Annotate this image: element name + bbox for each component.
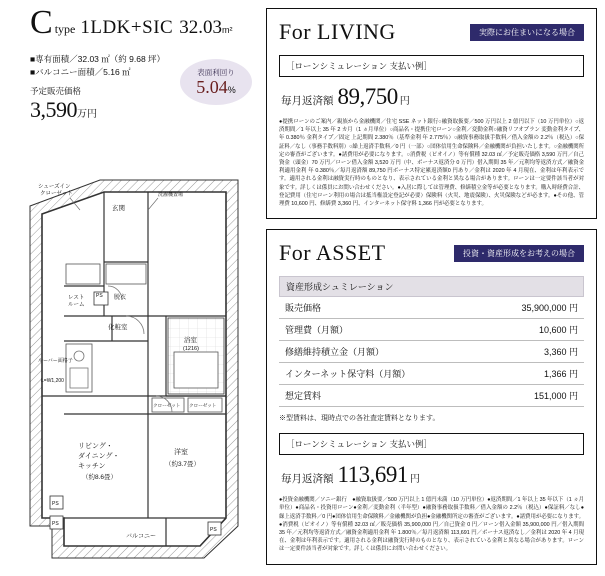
plan-area-unit: m²: [221, 25, 233, 35]
svg-text:ダイニング・: ダイニング・: [78, 453, 120, 460]
svg-text:クローゼット: クローゼット: [189, 403, 217, 408]
asset-row-value: 151,000 円: [482, 385, 584, 407]
asset-monthly-amount: 113,691: [337, 462, 408, 488]
spec-item-balcony: ■バルコニー面積／5.16 ㎡: [30, 67, 131, 78]
svg-text:ルーム: ルーム: [68, 302, 85, 308]
yield-label: 表面利回り: [197, 67, 235, 77]
living-monthly-amount: 89,750: [337, 84, 398, 109]
table-row: [279, 341, 584, 363]
svg-text:(1216): (1216): [183, 346, 199, 352]
table-row: [279, 363, 584, 385]
asset-sim-label: ［ローンシミュレーション 支払い例］: [279, 433, 584, 455]
floor-plan-drawing: [8, 166, 260, 570]
svg-text:洗濯機置場: 洗濯機置場: [158, 192, 184, 198]
price-unit: 万円: [77, 109, 97, 121]
right-column: [266, 8, 597, 565]
svg-text:浴室: 浴室: [184, 337, 197, 344]
for-asset-card: [266, 229, 597, 564]
yield-percent: %: [227, 84, 236, 95]
table-row: [279, 297, 584, 319]
svg-text:化粧室: 化粧室: [108, 324, 128, 331]
for-asset-title: For ASSET: [279, 240, 386, 266]
asset-row-label: 修繕維持積立金（月額）: [279, 341, 482, 363]
for-asset-tag: 投資・資産形成をお考えの場合: [454, 245, 584, 262]
svg-text:ルーバー面格子: ルーバー面格子: [38, 358, 73, 364]
asset-table-title: 資産形成シュミレーション: [279, 276, 584, 297]
asset-row-value: 10,600 円: [482, 319, 584, 341]
svg-text:PS: PS: [52, 521, 59, 527]
svg-text:（約3.7畳）: （約3.7畳）: [165, 461, 201, 468]
asset-row-label: 想定賃料: [279, 385, 482, 407]
asset-row-label: 管理費（月額）: [279, 319, 482, 341]
plan-title: [8, 6, 260, 40]
svg-text:L=W1,200: L=W1,200: [41, 378, 64, 384]
asset-row-label: インターネット保守料（月額）: [279, 363, 482, 385]
left-column: [8, 6, 260, 570]
asset-fineprint: ●投資金融機関／ソニー銀行 ●融資取扱要／500 万円以上 1 億円未満（10 万円単位）●返済期間／1 年以上 35 年以下（1 ヵ月単位）●商品名・投資用ローン●金利／変動金利（半年型）●融資事務取扱手数料／借入金額の 2.2％（税込）●保証料／なし●繰上返済手数料／0 円●団体信用生命保険料／金融機関が負担●金融機関所定の審査がございます。●諸費用が必要になります。●消費税（ピオイノ）等有償種 32.03 ㎡／販売価格 35,900,000 円／自己資金 0 円／ローン借入金額 35,900,000 円／借入期間 35 年／元利均等返済方式／融資金利適用金利 年 1.800％／毎月返済額 113,691 円／ボーナス返済なし／金利は 2020 年 4 月現在、金利は年利表示です。適用される金利は融資実行時のものとなり、表示されている金利と異なる場合があります。ローンは一定要件該当者が対象です。詳しくは係員にお問い合わせください。: [279, 497, 584, 553]
for-living-header: [279, 19, 584, 45]
table-row: [279, 319, 584, 341]
spec-item-area: ■専有面積／32.03 ㎡（約 9.68 坪）: [30, 54, 166, 64]
table-row: [279, 385, 584, 407]
svg-text:玄関: 玄関: [112, 205, 125, 212]
living-sim-label: ［ローンシミュレーション 支払い例］: [279, 55, 584, 77]
svg-text:PS: PS: [52, 501, 59, 507]
asset-table: [279, 297, 584, 407]
svg-text:脱衣: 脱衣: [114, 295, 127, 301]
plan-name: 1LDK+SIC: [80, 17, 174, 38]
living-fineprint: ●提携ローンのご案内／親族から金融機関／住宅 SSE ネット銀行○融資取扱要／500 万円以上 2 億円以下（10 万円単位）○返済期間／1 年以上 35 年 2 カ月（1 ヵ月単位）○商品名・提携住宅ローン○金利／変動金利○融資リフオプラン 変動金利タイプ、年 0.380％ 金利タイプ／固定 上記期間 2.380％（基準金利 年 2.775％）○融資事務取扱手数料／借入金額の 2.2％（税込）○保証料／なし（事務手数料別）○繰上返済手数料／0 円（一部）○団体信用生命保険料／金融機関が負担いたします。○金融機関所定の審査がございます。●諸費用が必要になります。○消費税（ピオイノ）等有償種 32.03 ㎡／予定販売価格 3,590 万円／自己資金（頭金）70 万円／ローン借入金額 3,520 万円（中、ボーナス返済分 0 万円）借入期間 35 年／元利均等返済方式／融資金利適用金利 年 0.380％／毎月返済額 89,750 円ボーナス特定累返済額0 円あり／金利は 2020 年 4 月現在、金利は年利表示です。適用される金利は融資実行時のものとなり、表示されている金利と異なる場合があります。ローンは一定要件該当者が対象です。詳しくは係員にお問い合わせください。●入居に際しては管理費、修繕積立金等が必要となります。購入時経費合計、登記費用（住宅ローン利用の場合は抵当権設定登記が必要）保険料（火災、地震保険）、火災保険などが必ます。●その他、管理費 10,600 円、修繕費 3,360 円、インターネット保守料 1,366 円が必要となります。: [279, 119, 584, 208]
plan-type-word: type: [54, 22, 76, 36]
for-living-card: [266, 8, 597, 219]
svg-text:バルコニー: バルコニー: [126, 534, 157, 540]
living-monthly-label: 毎月返済額: [281, 95, 334, 107]
svg-text:リビング・: リビング・: [78, 443, 113, 450]
svg-text:シューズイン: シューズイン: [38, 184, 71, 190]
asset-monthly-unit: 円: [409, 474, 420, 486]
for-living-tag: 実際にお住まいになる場合: [470, 24, 584, 41]
svg-text:クローゼット: クローゼット: [40, 191, 73, 197]
svg-text:レスト: レスト: [68, 295, 85, 301]
svg-text:（約8.6畳）: （約8.6畳）: [82, 474, 118, 481]
for-asset-header: [279, 240, 584, 266]
living-monthly-payment: [279, 84, 584, 110]
yield-value: 5.04: [196, 76, 228, 97]
svg-text:PS: PS: [96, 293, 103, 299]
asset-note: ※型賃料は、現時点での各社査定賃料となります。: [279, 415, 440, 423]
svg-text:クローゼット: クローゼット: [153, 403, 181, 408]
asset-monthly-payment: [279, 462, 584, 488]
svg-text:洋室: 洋室: [174, 449, 188, 456]
price-value: 3,590: [30, 97, 77, 123]
svg-text:PS: PS: [210, 527, 217, 533]
for-living-title: For LIVING: [279, 19, 396, 44]
asset-row-label: 販売価格: [279, 297, 482, 319]
living-monthly-unit: 円: [399, 96, 410, 107]
asset-row-value: 35,900,000 円: [482, 297, 584, 319]
asset-row-value: 1,366 円: [482, 363, 584, 385]
plan-area: 32.03: [179, 17, 222, 38]
asset-monthly-label: 毎月返済額: [281, 473, 334, 486]
svg-text:キッチン: キッチン: [78, 463, 106, 470]
asset-row-value: 3,360 円: [482, 341, 584, 363]
plan-letter: C: [30, 4, 53, 41]
price-label: 予定販売価格: [30, 86, 82, 97]
